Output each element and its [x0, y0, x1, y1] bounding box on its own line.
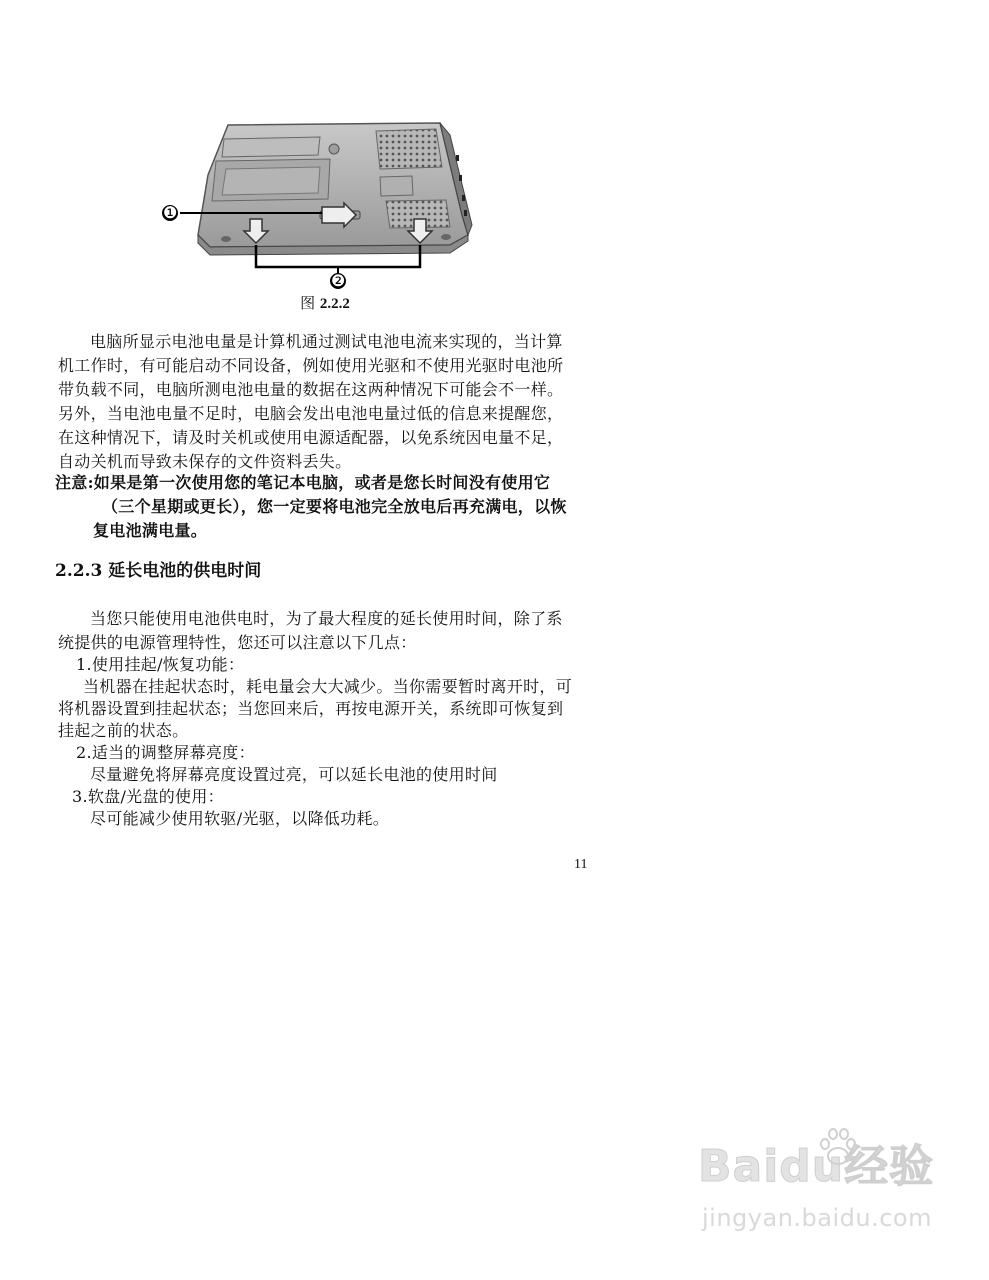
note-line-1: 注意:如果是第一次使用您的笔记本电脑，或者是您长时间没有使用它: [55, 473, 551, 492]
paragraph-2-line-1: 当您只能使用电池供电时，为了最大程度的延长使用时间，除了系: [90, 609, 563, 628]
paragraph-1-line-1: 电脑所显示电池电量是计算机通过测试电池电流来实现的，当计算: [90, 332, 563, 351]
note-line-3: 复电池满电量。: [93, 521, 208, 540]
tip-3-text: 尽可能减少使用软驱/光驱，以降低功耗。: [90, 809, 390, 828]
callout-1-label: ❶: [163, 203, 178, 222]
watermark-url: jingyan.baidu.com: [702, 1204, 932, 1232]
tip-2-title: 2.适当的调整屏幕亮度：: [76, 743, 255, 762]
page-number: 11: [574, 857, 588, 872]
figure-caption-prefix: 图: [300, 294, 316, 312]
laptop-bottom-illustration: [150, 115, 490, 295]
tip-1-line-2: 将机器设置到挂起状态；当您回来后，再按电源开关，系统即可恢复到: [58, 699, 564, 718]
paw-icon: [816, 1126, 860, 1170]
paragraph-1-line-4: 另外，当电池电量不足时，电脑会发出电池电量过低的信息来提醒您，: [58, 404, 564, 423]
figure-caption: [0, 292, 650, 313]
paragraph-1-line-2: 机工作时，有可能启动不同设备，例如使用光驱和不使用光驱时电池所: [58, 356, 564, 375]
baidu-jingyan-watermark: [698, 1130, 948, 1260]
tip-2-text: 尽量避免将屏幕亮度设置过亮，可以延长电池的使用时间: [90, 765, 498, 784]
paragraph-1-line-3: 带负载不同，电脑所测电池电量的数据在这两种情况下可能会不一样。: [58, 380, 564, 399]
tip-1-title: 1.使用挂起/恢复功能：: [76, 655, 245, 674]
tip-1-line-1: 当机器在挂起状态时，耗电量会大大减少。当你需要暂时离开时，可: [83, 677, 573, 696]
paragraph-1-line-5: 在这种情况下，请及时关机或使用电源适配器，以免系统因电量不足，: [58, 428, 564, 447]
tip-1-line-3: 挂起之前的状态。: [58, 721, 189, 740]
paragraph-2-line-2: 统提供的电源管理特性，您还可以注意以下几点：: [58, 633, 417, 652]
callout-2-label: ❷: [331, 271, 346, 290]
tip-3-title: 3.软盘/光盘的使用：: [72, 787, 224, 806]
watermark-logo: Baidu经验: [698, 1141, 935, 1192]
laptop-bottom-figure: [150, 115, 490, 295]
section-heading: 2.2.3 延长电池的供电时间: [55, 561, 262, 581]
note-line-2: （三个星期或更长），您一定要将电池完全放电后再充满电，以恢: [102, 497, 567, 516]
figure-caption-number: 2.2.2: [319, 296, 350, 312]
paragraph-1-line-6: 自动关机而导致未保存的文件资料丢失。: [58, 452, 352, 471]
